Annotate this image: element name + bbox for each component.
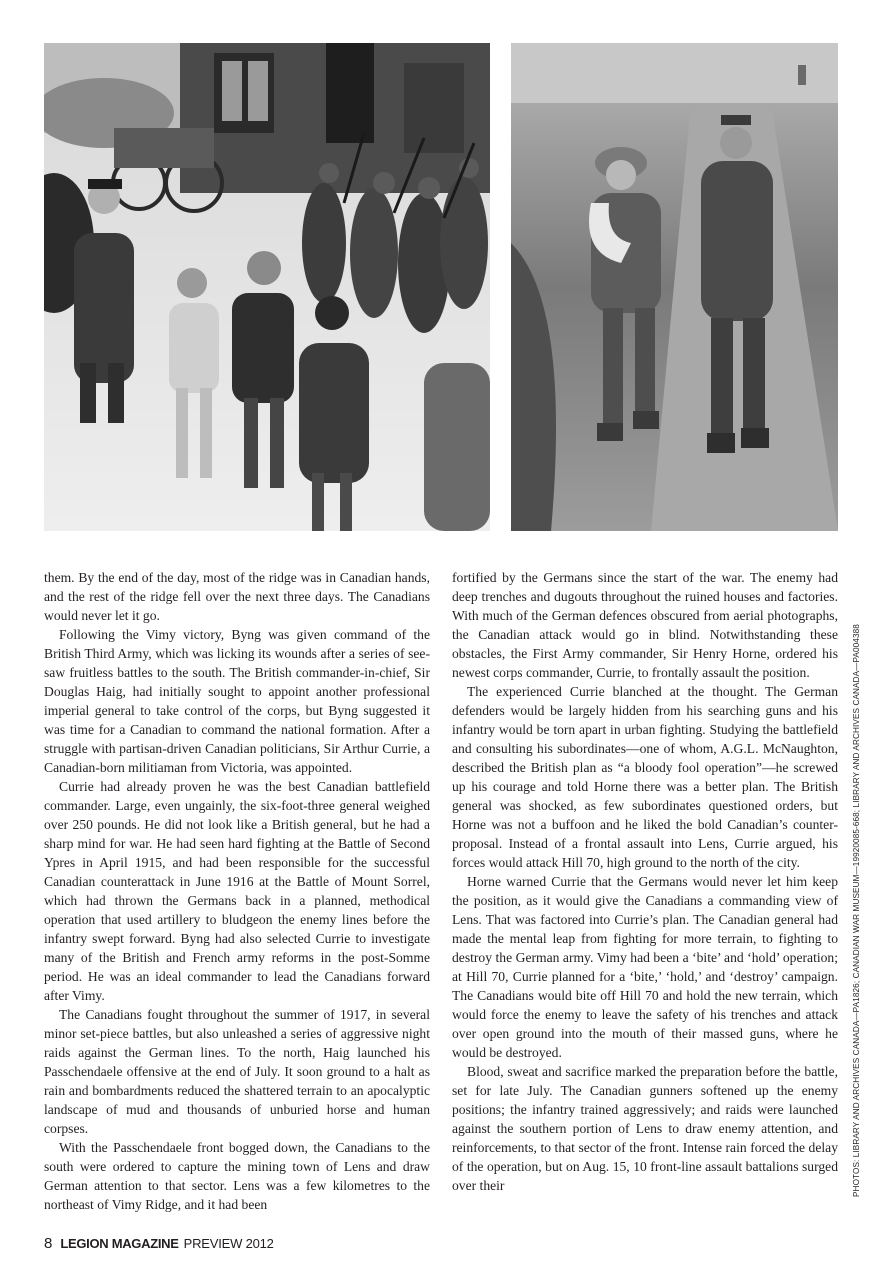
magazine-name: LEGION MAGAZINE [60, 1236, 179, 1251]
article-paragraph: Following the Vimy victory, Byng was given command of the British Third Army, which was licking its wounds after a series of see-saw fruitless battles to the south. The British commander-in-chief, Sir Douglas Haig, had initially sought to appoint another professional imperial general to take control of the corps, but Byng suggested it was time for a Canadian to command the national formation. After a struggle with partisan-driven Canadian politicians, Sir Arthur Currie, a Canadian-born militiaman from Victoria, was appointed. [44, 627, 430, 775]
photo-credit: PHOTOS: LIBRARY AND ARCHIVES CANADA—PA1826; CANADIAN WAR MUSEUM—19920085-668; LIBRARY AND ARCHIVES CANADA—PA004388 [852, 624, 861, 1197]
page-footer [44, 1235, 274, 1252]
page-number: 8 [44, 1235, 53, 1252]
article-paragraph: The Canadians fought throughout the summer of 1917, in several minor set-piece battles, but also unleashed a series of aggressive night raids against the German lines. To the north, Haig launched his Passchendaele offensive at the end of July. It soon ground to a halt as rain and bombardments reduced the shattered terrain to an apocalyptic landscape of mud and thousands of unburied horse and human corpses. [44, 1007, 430, 1136]
article-paragraph: fortified by the Germans since the start of the war. The enemy had deep trenches and dugouts throughout the ruined houses and factories. With much of the German defences obscured from aerial photographs, the Canadian attack would go in blind. Notwithstanding these obstacles, the First Army commander, Sir Henry Horne, ordered his newest corps commander, Currie, to frontally assault the position. [452, 570, 838, 680]
photo-wounded-soldiers [511, 43, 838, 531]
article-column-left [44, 568, 430, 1214]
photo-soldiers-marching [44, 43, 490, 531]
article-column-right [452, 568, 838, 1195]
issue-label: PREVIEW 2012 [183, 1236, 274, 1251]
article-paragraph: Horne warned Currie that the Germans would never let him keep the position, as it would give the Canadians a commanding view of Lens. That was factored into Currie’s plan. The Canadian general had made the mental leap from fighting for more terrain, to fighting to destroy the German army. Vimy had been a ‘bite’ and ‘hold’ operation; at Hill 70, Currie planned for a ‘bite,’ ‘hold,’ and ‘destroy’ campaign. The Canadians would bite off Hill 70 and hold the new terrain, which would force the enemy to leave the safety of his trenches and attack over open ground into the mouth of their massed guns, where he would be destroyed. [452, 874, 838, 1060]
article-paragraph: The experienced Currie blanched at the thought. The German defenders would be largely hidden from his searching guns and his infantry would be torn apart in urban fighting. Studying the battlefield and consulting his subordinates—one of whom, A.G.L. McNaughton, described the British plan as “a bloody fool operation”—he screwed up his courage and told Horne there was a better plan. The British general was shocked, as few subordinates questioned orders, but Horne was not a buffoon and he liked the bold Canadian’s counter-proposal. Instead of a frontal assault into Lens, Currie argued, his forces would attack Hill 70, high ground to the north of the city. [452, 684, 838, 870]
article-paragraph: With the Passchendaele front bogged down, the Canadians to the south were ordered to capture the mining town of Lens and draw German attention to that sector. Lens was a few kilometres to the northeast of Vimy Ridge, and it had been [44, 1140, 430, 1212]
article-paragraph: them. By the end of the day, most of the ridge was in Canadian hands, and the rest of the ridge fell over the next three days. The Canadians would never let it go. [44, 570, 430, 623]
article-paragraph: Blood, sweat and sacrifice marked the preparation before the battle, set for late July. The Canadian gunners softened up the enemy positions; the infantry trained aggressively; and raids were launched against the southern portion of Lens to draw enemy attention, and reinforcements, to that sector of the front. Intense rain forced the delay of the operation, but on Aug. 15, 10 front-line assault battalions surged over their [452, 1064, 838, 1193]
article-paragraph: Currie had already proven he was the best Canadian battlefield commander. Large, even ungainly, the six-foot-three general weighed over 250 pounds. He did not look like a British general, but he had a sharp mind for war. He had seen hard fighting at the Battle of Second Ypres in April 1915, and had been responsible for the successful Canadian counterattack in June 1916 at the Battle of Mount Sorrel, which had thrown the Germans back in a planned, methodical operation that used artillery to bludgeon the enemy lines before the infantry swept forward. Byng had also selected Currie to investigate many of the British and French army reforms in the post-Somme period. He was an ideal commander to lead the Canadians forward after Vimy. [44, 779, 430, 1003]
